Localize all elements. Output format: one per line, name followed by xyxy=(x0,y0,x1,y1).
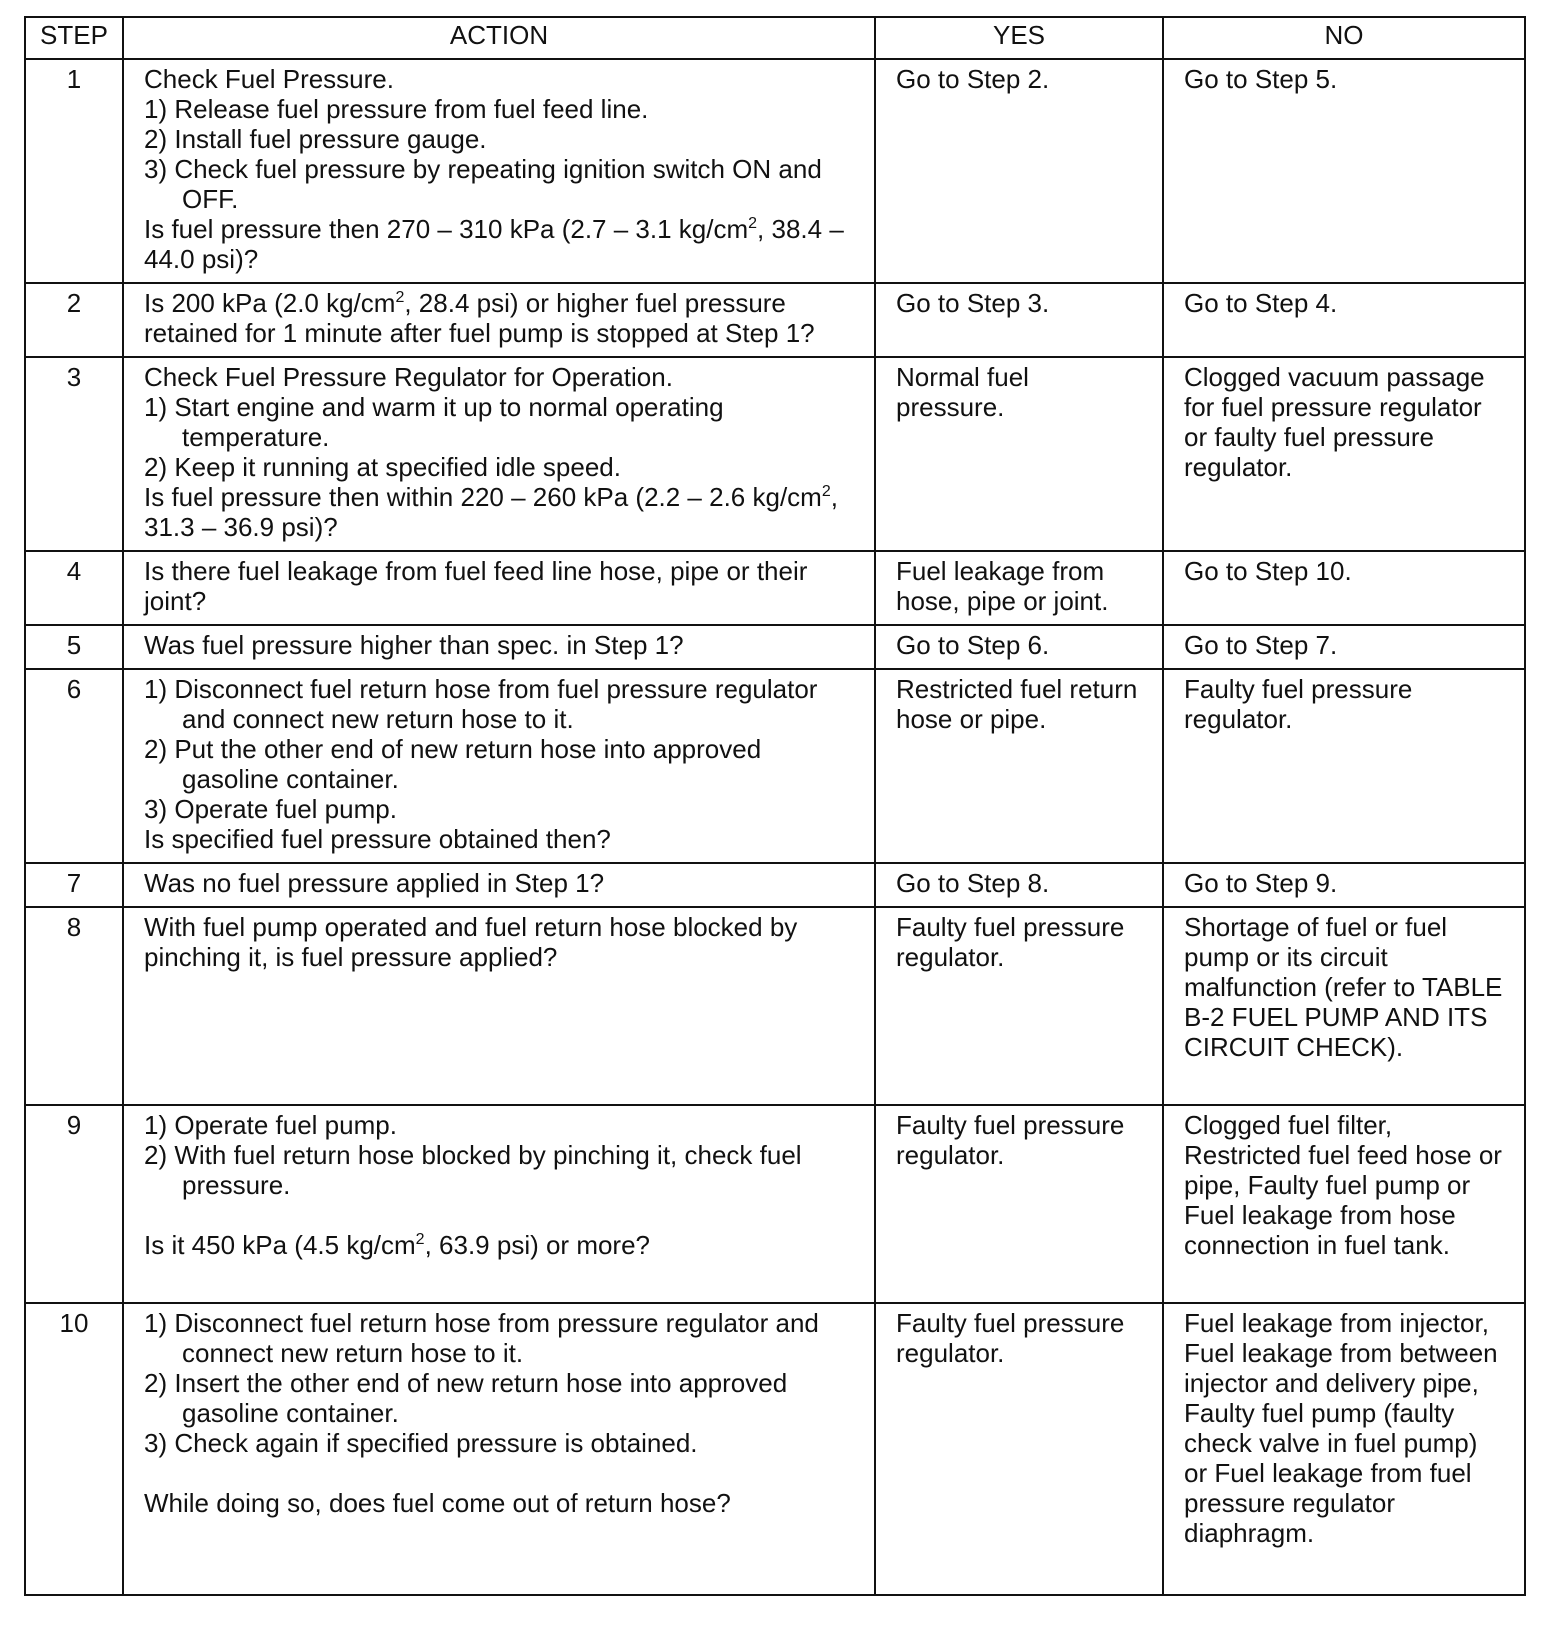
step-number: 6 xyxy=(25,669,123,863)
superscript: 2 xyxy=(748,215,758,232)
question-text: Is 200 kPa (2.0 kg/cm xyxy=(144,288,396,318)
action-item: 1) Release fuel pressure from fuel feed line. xyxy=(144,94,649,124)
action-item: 1) Disconnect fuel return hose from fuel pressure regulator and connect new return hose to it. xyxy=(144,674,818,734)
yes-cell: Restricted fuel return hose or pipe. xyxy=(875,669,1163,863)
action-item: 2) With fuel return hose blocked by pinching it, check fuel pressure. xyxy=(144,1140,802,1200)
question-text: Is fuel pressure then 270 – 310 kPa (2.7 – 3.1 kg/cm xyxy=(144,214,749,244)
yes-cell: Normal fuel pressure. xyxy=(875,357,1163,551)
superscript: 2 xyxy=(821,483,831,500)
action-cell xyxy=(123,283,875,357)
header-yes: YES xyxy=(875,17,1163,59)
step-number: 3 xyxy=(25,357,123,551)
no-cell: Shortage of fuel or fuel pump or its circuit malfunction (refer to TABLE B-2 FUEL PUMP AND ITS CIRCUIT CHECK). xyxy=(1163,907,1525,1105)
action-cell xyxy=(123,625,875,669)
step-number: 8 xyxy=(25,907,123,1105)
no-cell: Clogged fuel filter, Restricted fuel feed hose or pipe, Faulty fuel pump or Fuel leakage from hose connection in fuel tank. xyxy=(1163,1105,1525,1303)
question-text: , 28.4 psi) or higher fuel pressure retained for 1 minute after fuel pump is stopped at Step 1? xyxy=(144,288,815,348)
action-item: 2) Keep it running at specified idle speed. xyxy=(144,452,621,482)
question-text: , 31.3 – 36.9 psi)? xyxy=(144,482,838,542)
no-cell: Clogged vacuum passage for fuel pressure regulator or faulty fuel pressure regulator. xyxy=(1163,357,1525,551)
action-question: While doing so, does fuel come out of return hose? xyxy=(144,1488,731,1518)
yes-cell: Go to Step 8. xyxy=(875,863,1163,907)
action-cell xyxy=(123,357,875,551)
action-item: 3) Check again if specified pressure is obtained. xyxy=(144,1428,698,1458)
diagnostic-table-page xyxy=(24,16,1524,1596)
header-no: NO xyxy=(1163,17,1525,59)
action-item: 2) Insert the other end of new return hose into approved gasoline container. xyxy=(144,1368,788,1428)
header-action: ACTION xyxy=(123,17,875,59)
no-cell: Go to Step 4. xyxy=(1163,283,1525,357)
action-cell xyxy=(123,863,875,907)
no-cell: Faulty fuel pressure regulator. xyxy=(1163,669,1525,863)
step-number: 4 xyxy=(25,551,123,625)
table-row-step-7 xyxy=(25,863,1525,907)
no-cell: Go to Step 7. xyxy=(1163,625,1525,669)
action-question: With fuel pump operated and fuel return hose blocked by pinching it, is fuel pressure applied? xyxy=(144,912,798,972)
action-cell xyxy=(123,1303,875,1595)
step-number: 7 xyxy=(25,863,123,907)
yes-cell: Faulty fuel pressure regulator. xyxy=(875,1303,1163,1595)
table-row-step-3 xyxy=(25,357,1525,551)
action-question xyxy=(144,482,854,542)
yes-cell: Go to Step 2. xyxy=(875,59,1163,283)
action-cell xyxy=(123,907,875,1105)
action-item: 3) Operate fuel pump. xyxy=(144,794,397,824)
no-cell: Go to Step 5. xyxy=(1163,59,1525,283)
yes-cell: Faulty fuel pressure regulator. xyxy=(875,1105,1163,1303)
action-item: 1) Operate fuel pump. xyxy=(144,1110,397,1140)
action-title: Check Fuel Pressure. xyxy=(144,64,394,94)
superscript: 2 xyxy=(395,289,405,306)
table-row-step-9 xyxy=(25,1105,1525,1303)
question-text: Is fuel pressure then within 220 – 260 kPa (2.2 – 2.6 kg/cm xyxy=(144,482,822,512)
no-cell: Go to Step 9. xyxy=(1163,863,1525,907)
action-question: Is there fuel leakage from fuel feed line hose, pipe or their joint? xyxy=(144,556,808,616)
fuel-pressure-diagnosis-table xyxy=(24,16,1526,1596)
action-item: 2) Put the other end of new return hose into approved gasoline container. xyxy=(144,734,762,794)
yes-cell: Faulty fuel pressure regulator. xyxy=(875,907,1163,1105)
action-question: Is specified fuel pressure obtained then? xyxy=(144,824,611,854)
no-cell: Fuel leakage from injector, Fuel leakage from between injector and delivery pipe, Faulty fuel pump (faulty check valve in fuel pump) or Fuel leakage from fuel pressure regulator diaphragm. xyxy=(1163,1303,1525,1595)
step-number: 10 xyxy=(25,1303,123,1595)
yes-cell: Go to Step 3. xyxy=(875,283,1163,357)
header-row xyxy=(25,17,1525,59)
action-question xyxy=(144,288,854,348)
action-question xyxy=(144,214,854,274)
action-item: 3) Check fuel pressure by repeating ignition switch ON and OFF. xyxy=(144,154,822,214)
spacer xyxy=(144,1200,854,1230)
table-row-step-8 xyxy=(25,907,1525,1105)
step-number: 2 xyxy=(25,283,123,357)
table-row-step-4 xyxy=(25,551,1525,625)
question-text: , 38.4 – 44.0 psi)? xyxy=(144,214,844,274)
action-title: Check Fuel Pressure Regulator for Operation. xyxy=(144,362,673,392)
action-question: Was no fuel pressure applied in Step 1? xyxy=(144,868,605,898)
step-number: 1 xyxy=(25,59,123,283)
action-cell xyxy=(123,59,875,283)
yes-cell: Fuel leakage from hose, pipe or joint. xyxy=(875,551,1163,625)
superscript: 2 xyxy=(415,1231,425,1248)
action-cell xyxy=(123,551,875,625)
action-item: 1) Disconnect fuel return hose from pressure regulator and connect new return hose to it. xyxy=(144,1308,819,1368)
table-row-step-5 xyxy=(25,625,1525,669)
table-row-step-2 xyxy=(25,283,1525,357)
yes-cell: Go to Step 6. xyxy=(875,625,1163,669)
action-cell xyxy=(123,1105,875,1303)
spacer xyxy=(144,1458,854,1488)
action-question xyxy=(144,1230,854,1260)
header-step: STEP xyxy=(25,17,123,59)
step-number: 5 xyxy=(25,625,123,669)
no-cell: Go to Step 10. xyxy=(1163,551,1525,625)
action-question: Was fuel pressure higher than spec. in Step 1? xyxy=(144,630,684,660)
action-item: 1) Start engine and warm it up to normal operating temperature. xyxy=(144,392,724,452)
question-text: Is it 450 kPa (4.5 kg/cm xyxy=(144,1230,416,1260)
question-text: , 63.9 psi) or more? xyxy=(424,1230,651,1260)
action-item: 2) Install fuel pressure gauge. xyxy=(144,124,487,154)
table-row-step-6 xyxy=(25,669,1525,863)
action-cell xyxy=(123,669,875,863)
table-row-step-10 xyxy=(25,1303,1525,1595)
table-row-step-1 xyxy=(25,59,1525,283)
step-number: 9 xyxy=(25,1105,123,1303)
